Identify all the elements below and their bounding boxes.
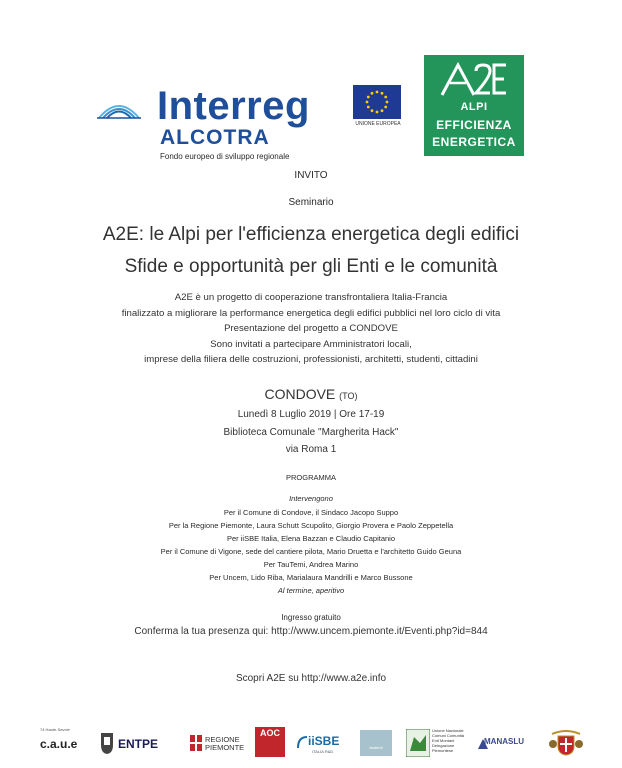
invito-label: INVITO bbox=[294, 170, 328, 181]
a2e-website-link[interactable]: http://www.a2e.info bbox=[301, 673, 387, 684]
tautemi-logo bbox=[360, 727, 394, 759]
event-place bbox=[0, 386, 622, 402]
interreg-waves-icon bbox=[97, 98, 141, 120]
seminario-label: Seminario bbox=[288, 197, 334, 208]
discover-line bbox=[0, 673, 622, 684]
regione-shield-icon bbox=[190, 735, 202, 751]
iisbe-arc-icon bbox=[296, 735, 308, 749]
speaker-line: Per la Regione Piemonte, Laura Schutt Scupolito, Giorgio Provera e Paolo Zeppetella bbox=[168, 521, 454, 530]
caue-logo bbox=[40, 727, 88, 759]
coat-of-arms-icon bbox=[100, 731, 114, 755]
iisbe-sub-text: ITALIA R&D bbox=[312, 749, 334, 754]
intervengono-label: Intervengono bbox=[289, 494, 333, 503]
manaslu-logo bbox=[478, 727, 540, 759]
alcotra-logo-text: ALCOTRA bbox=[160, 126, 270, 149]
registration-label: Conferma la tua presenza qui: bbox=[134, 626, 272, 637]
event-datetime: Lunedì 8 Luglio 2019 | Ore 17-19 bbox=[237, 409, 385, 420]
manaslu-logo-text: MANASLU bbox=[484, 737, 524, 746]
closing-note: Al termine, aperitivo bbox=[277, 586, 345, 595]
partner-logos bbox=[40, 727, 586, 759]
registration-line bbox=[0, 626, 622, 637]
regione-logo-text bbox=[205, 736, 244, 752]
a2e-logo-line3: ENERGETICA bbox=[432, 135, 516, 149]
uncem-logo-text: Unione Nazionale Comuni Comunità Enti Montani Delegazione Piemontese bbox=[432, 728, 465, 753]
event-province: (TO) bbox=[339, 391, 358, 401]
speaker-line: Per il Comune di Vigone, sede del cantiere pilota, Mario Druetta e l'architetto Guido Geuna bbox=[160, 547, 462, 556]
regione-line2: PIEMONTE bbox=[205, 743, 245, 752]
speaker-line: Per il Comune di Condove, il Sindaco Jacopo Suppo bbox=[223, 508, 399, 517]
registration-link[interactable]: http://www.uncem.piemonte.it/Eventi.php?id=844 bbox=[271, 626, 488, 637]
iisbe-logo-text: iiSBE bbox=[308, 734, 340, 748]
caue-small-text: 74 Haute-Savoie bbox=[40, 727, 70, 732]
speaker-line: Per iiSBE Italia, Elena Bazzan e Claudio Capitanio bbox=[226, 534, 395, 543]
eu-flag-icon bbox=[353, 85, 401, 119]
description-line: imprese della filiera delle costruzioni, professionisti, architetti, studenti, cittadini bbox=[144, 354, 478, 365]
uncem-map-icon bbox=[406, 729, 430, 757]
event-town: CONDOVE bbox=[264, 386, 336, 402]
description-line: Presentazione del progetto a CONDOVE bbox=[224, 323, 398, 334]
programma-heading: PROGRAMMA bbox=[285, 473, 336, 482]
tautemi-box bbox=[360, 730, 392, 756]
regione-piemonte-logo bbox=[190, 727, 246, 759]
description-line: finalizzato a migliorare la performance energetica degli edifici pubblici nel loro ciclo di vita bbox=[121, 308, 501, 319]
aoc-logo bbox=[255, 727, 287, 759]
entpe-logo bbox=[100, 727, 180, 759]
description-line: Sono invitati a partecipare Amministratori locali, bbox=[210, 339, 412, 350]
iisbe-logo bbox=[296, 727, 352, 759]
regione-line1: REGIONE bbox=[205, 735, 240, 744]
discover-label: Scopri A2E su bbox=[235, 673, 302, 684]
a2e-logo-line1: ALPI bbox=[460, 101, 488, 113]
interreg-logo-text: Interreg bbox=[157, 84, 310, 128]
uncem-logo bbox=[406, 727, 474, 759]
speaker-line: Per Uncem, Lido Riba, Marialaura Mandrilli e Marco Bussone bbox=[209, 573, 413, 582]
aoc-logo-text: AOC bbox=[255, 727, 285, 757]
fondo-europeo-text: Fondo europeo di sviluppo regionale bbox=[160, 152, 290, 161]
a2e-logo-line2: EFFICIENZA bbox=[436, 118, 512, 132]
tautemi-logo-text: tautemi bbox=[369, 745, 383, 750]
entpe-logo-text: ENTPE bbox=[118, 737, 159, 751]
a2e-mountain-icon bbox=[440, 61, 508, 97]
eu-label: UNIONE EUROPEA bbox=[355, 121, 401, 127]
crest-icon bbox=[548, 730, 584, 756]
ingresso-label: Ingresso gratuito bbox=[281, 613, 341, 622]
page-title: A2E: le Alpi per l'efficienza energetica degli edifici bbox=[102, 224, 520, 245]
crest-logo bbox=[548, 727, 586, 759]
a2e-logo bbox=[424, 55, 524, 156]
event-address: via Roma 1 bbox=[285, 444, 337, 455]
speaker-line: Per TauTemi, Andrea Marino bbox=[263, 560, 359, 569]
page-subtitle: Sfide e opportunità per gli Enti e le comunità bbox=[124, 256, 498, 277]
description-line: A2E è un progetto di cooperazione transfrontaliera Italia-Francia bbox=[174, 292, 448, 303]
caue-logo-text: c.a.u.e bbox=[40, 737, 78, 751]
event-venue: Biblioteca Comunale "Margherita Hack" bbox=[223, 427, 399, 438]
